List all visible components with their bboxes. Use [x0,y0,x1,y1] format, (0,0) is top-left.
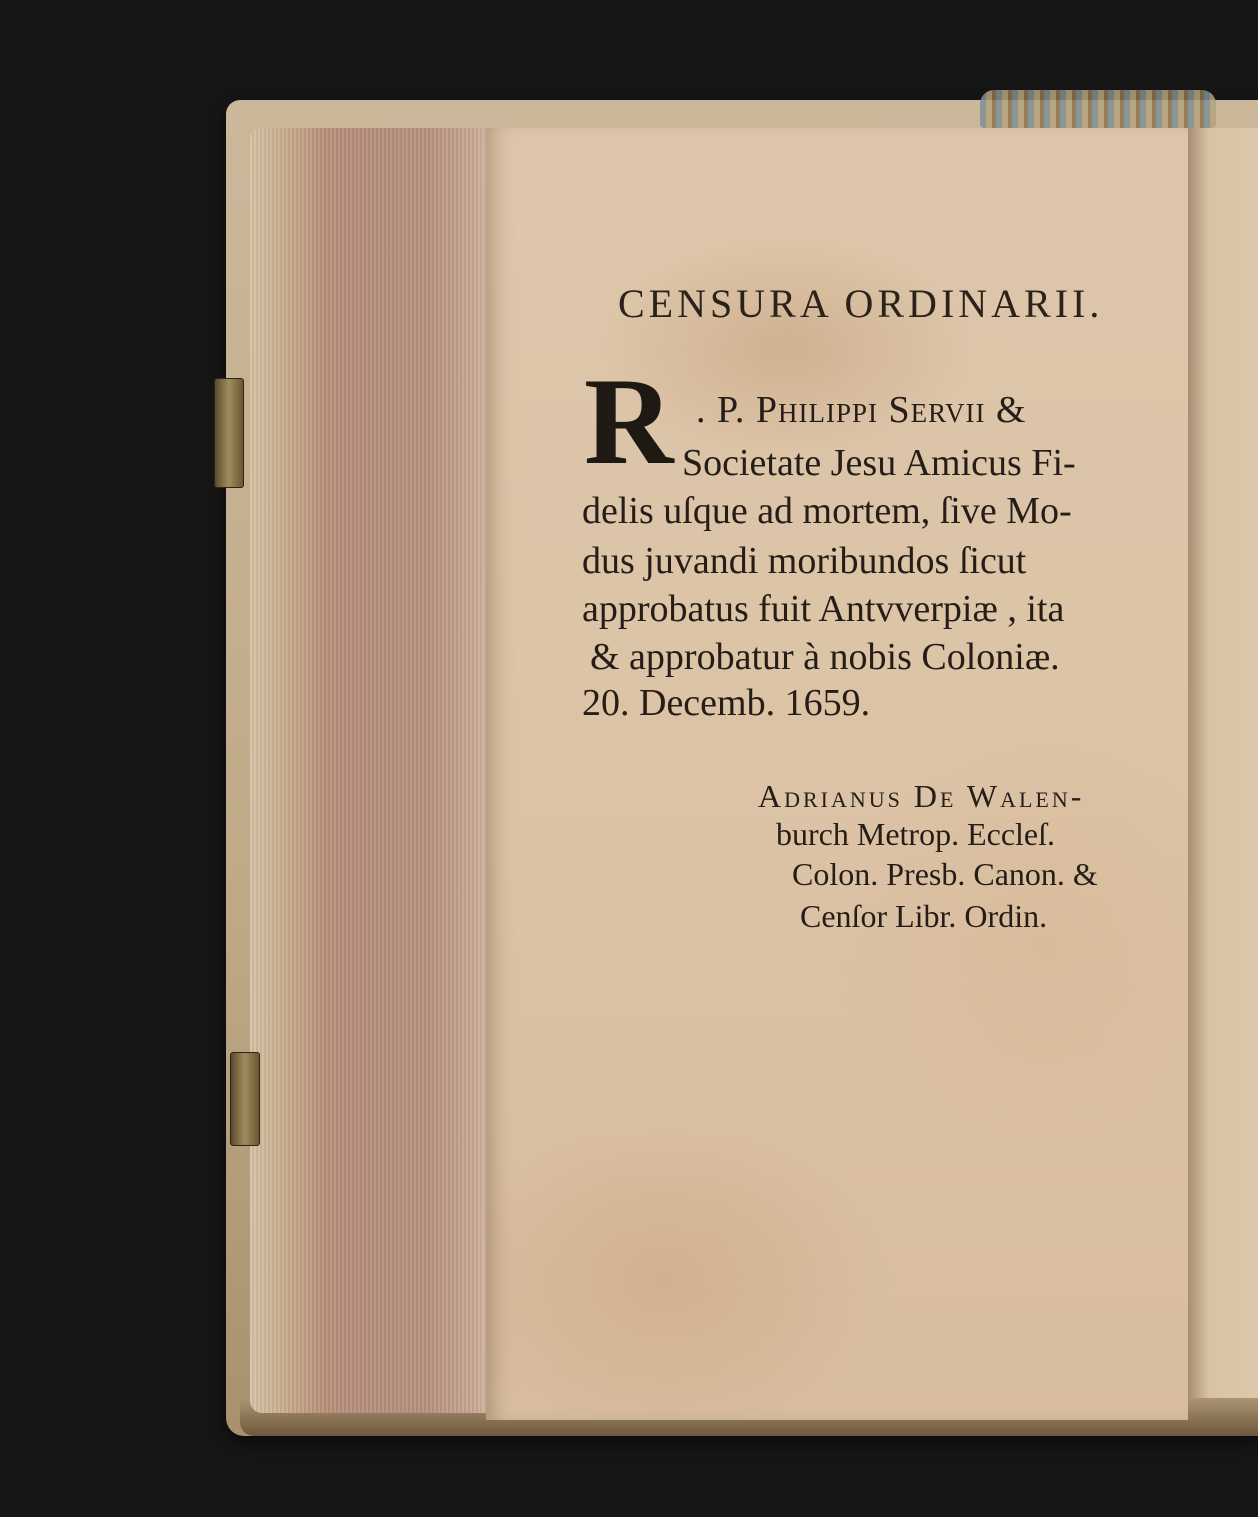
upper-clasp [214,378,244,488]
signature-line: Adrianus De Walen- [758,778,1085,814]
text-line: dus juvandi moribundos ſicut [582,540,1027,582]
page-heading: CENSURA ORDINARII. [618,281,1104,326]
page-edges [250,128,500,1413]
facing-page-edge [1188,128,1258,1398]
date-line: 20. Decemb. 1659. [582,682,871,724]
signature-line: burch Metrop. Eccleſ. [776,816,1055,852]
lower-clasp [230,1052,260,1146]
text-line: delis uſque ad mortem, ſive Mo- [582,490,1072,532]
signature-line: Colon. Presb. Canon. & [792,856,1098,892]
text-line: approbatus fuit Antvverpiæ , ita [582,588,1065,630]
text-line: Societate Jesu Amicus Fi- [682,442,1076,484]
book-page [486,128,1188,1420]
text-line: . P. Philippi Servii & [696,389,1027,431]
signature-line: Cenſor Libr. Ordin. [800,898,1048,934]
spine-headband [980,90,1216,128]
text-line: & approbatur à nobis Coloniæ. [590,636,1060,678]
drop-cap: R [584,353,674,490]
